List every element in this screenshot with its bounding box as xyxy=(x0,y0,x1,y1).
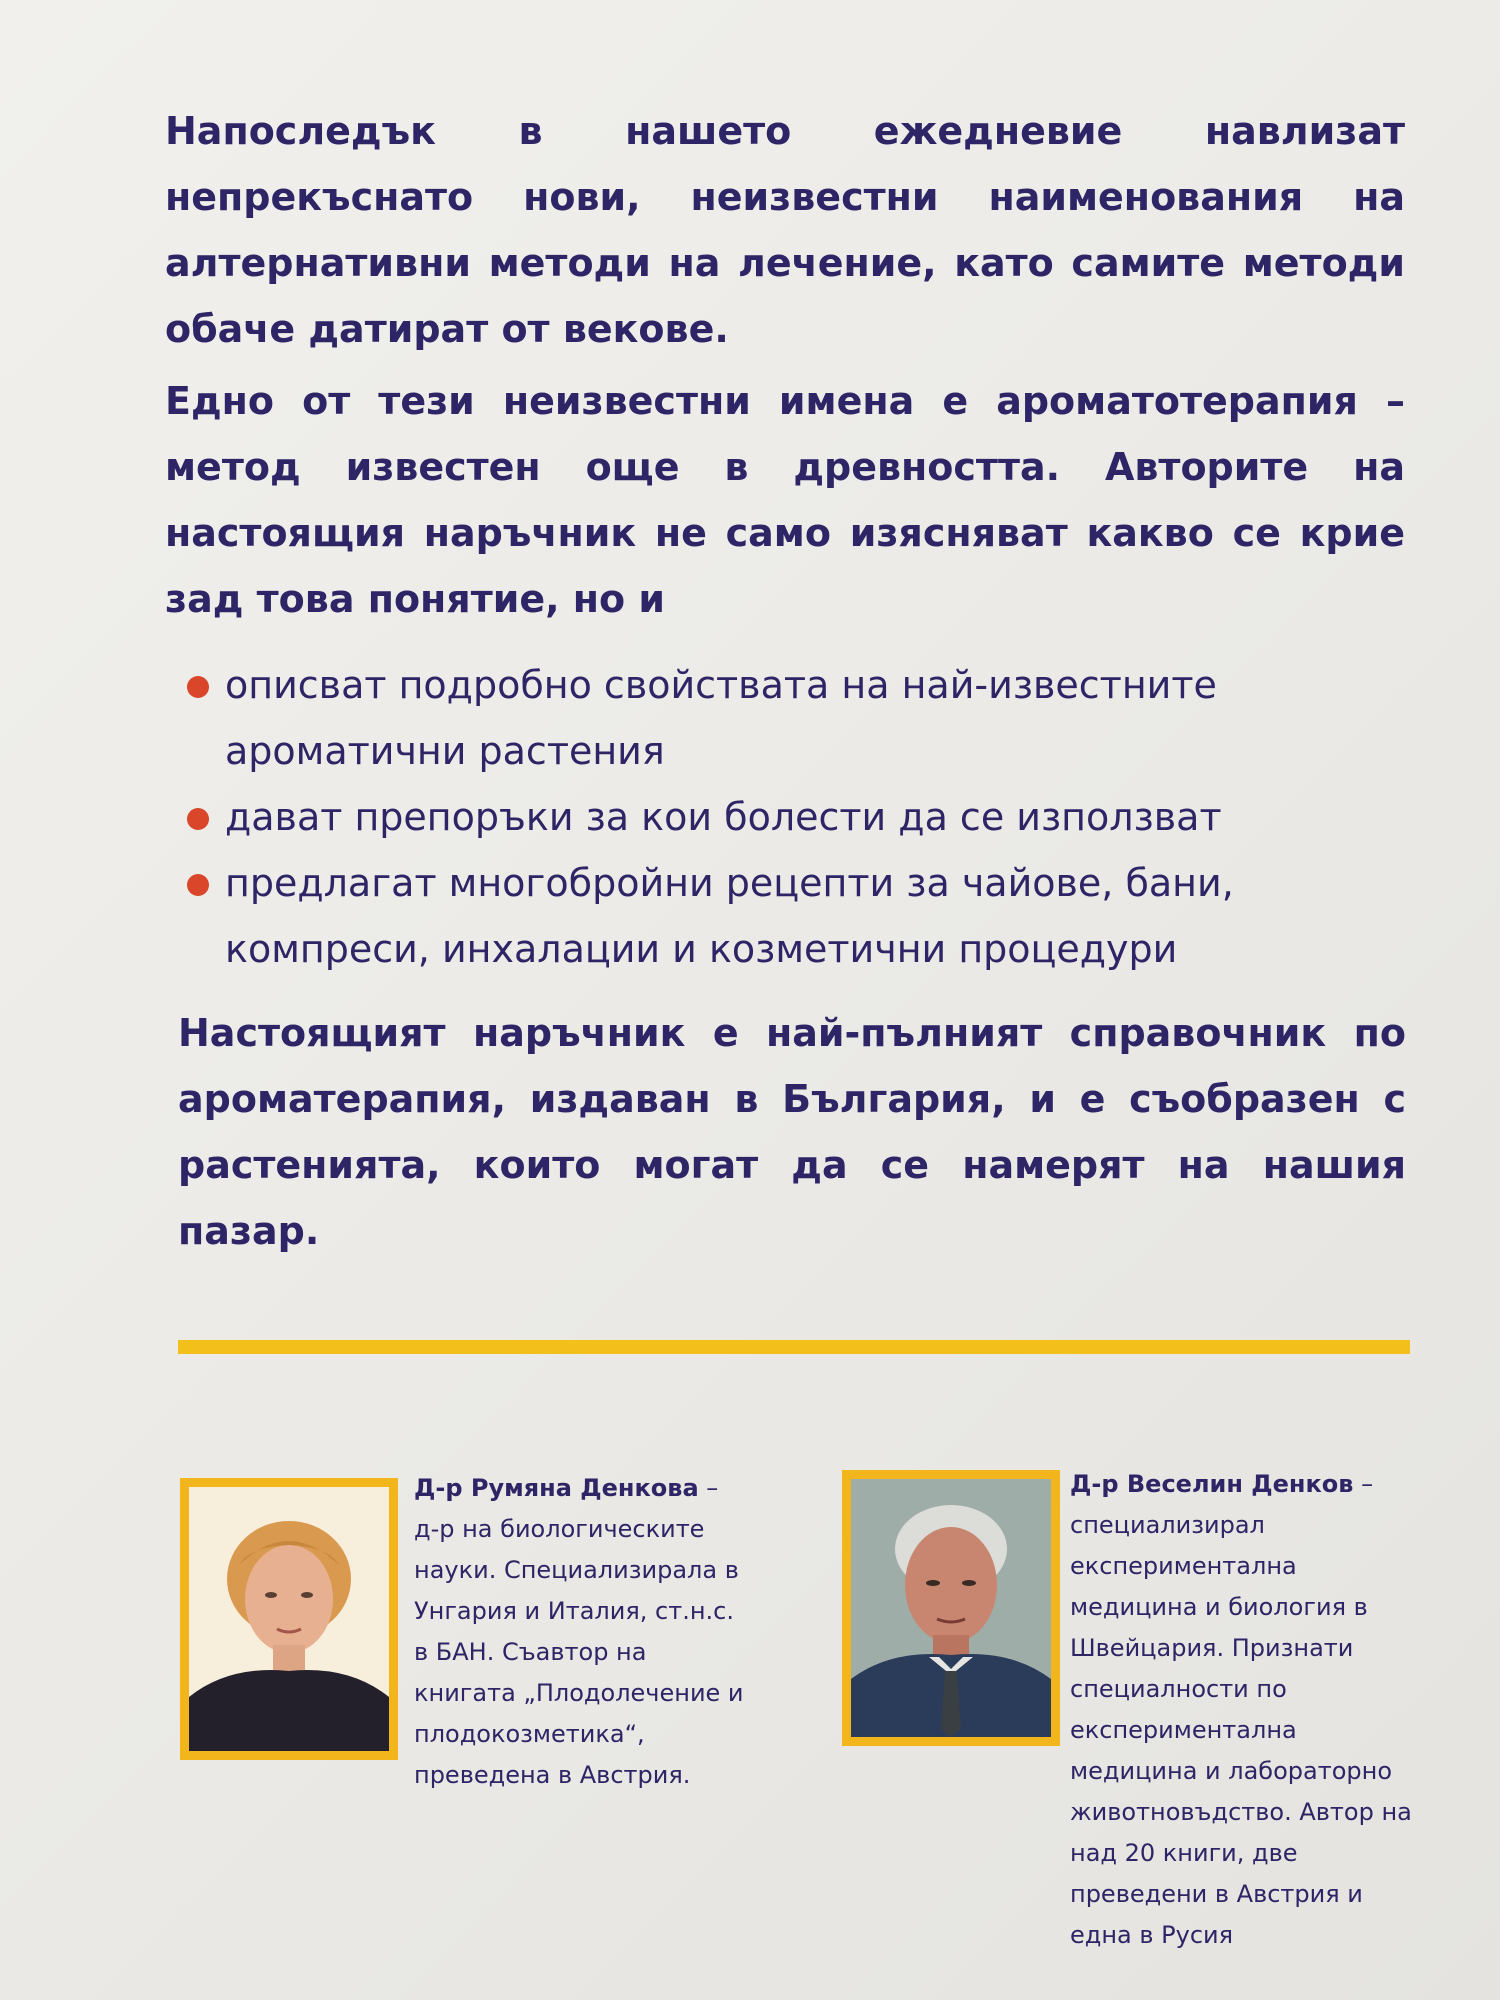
author-bio-1 xyxy=(414,1468,744,1796)
feature-list-item-text: дават препоръки за кои болести да се използват xyxy=(225,795,1222,839)
woman-portrait-icon xyxy=(189,1487,389,1751)
author-description-1: – д-р на биологическите науки. Специализирала в Унгария и Италия, ст.н.с. в БАН. Съавтор на книгата „Плодолечение и плодокозметика“, преведена в Австрия. xyxy=(414,1474,744,1789)
author-name-1: Д-р Румяна Денкова xyxy=(414,1474,699,1502)
author-description-2: – специализирал експериментална медицина и биология в Швейцария. Признати специалности по експериментална медицина и лабораторно животновъдство. Автор на над 20 книги, две преведени в Австрия и една в Русия xyxy=(1070,1470,1412,1949)
feature-list xyxy=(175,652,1405,982)
feature-list-item xyxy=(175,652,1405,784)
bullet-dot-icon xyxy=(187,874,209,896)
author-name-2: Д-р Веселин Денков xyxy=(1070,1470,1354,1498)
feature-list-item-text: описват подробно свойствата на най-известните ароматични растения xyxy=(225,663,1217,773)
feature-list-item xyxy=(175,850,1405,982)
yellow-divider xyxy=(178,1340,1410,1354)
bullet-dot-icon xyxy=(187,676,209,698)
author-photo-1 xyxy=(180,1478,398,1760)
intro-paragraph-1: Напоследък в нашето ежедневие навлизат непрекъснато нови, неизвестни наименования на алтернативни методи на лечение, като самите методи обаче датират от векове. xyxy=(165,109,1405,351)
feature-list-item xyxy=(175,784,1405,850)
author-photo-2 xyxy=(842,1470,1060,1746)
intro-paragraph-2: Едно от тези неизвестни имена е ароматотерапия – метод известен още в древността. Авторите на настоящия наръчник не само изясняват какво се крие зад това понятие, но и xyxy=(165,379,1405,621)
man-portrait-icon xyxy=(851,1479,1051,1737)
summary-paragraph: Настоящият наръчник е най-пълният справочник по ароматерапия, издаван в България, и е съобразен с растенията, които могат да се намерят на нашия пазар. xyxy=(178,1011,1406,1253)
bullet-dot-icon xyxy=(187,808,209,830)
feature-list-item-text: предлагат многобройни рецепти за чайове, бани, компреси, инхалации и козметични процедури xyxy=(225,861,1234,971)
author-bio-2 xyxy=(1070,1464,1420,1956)
